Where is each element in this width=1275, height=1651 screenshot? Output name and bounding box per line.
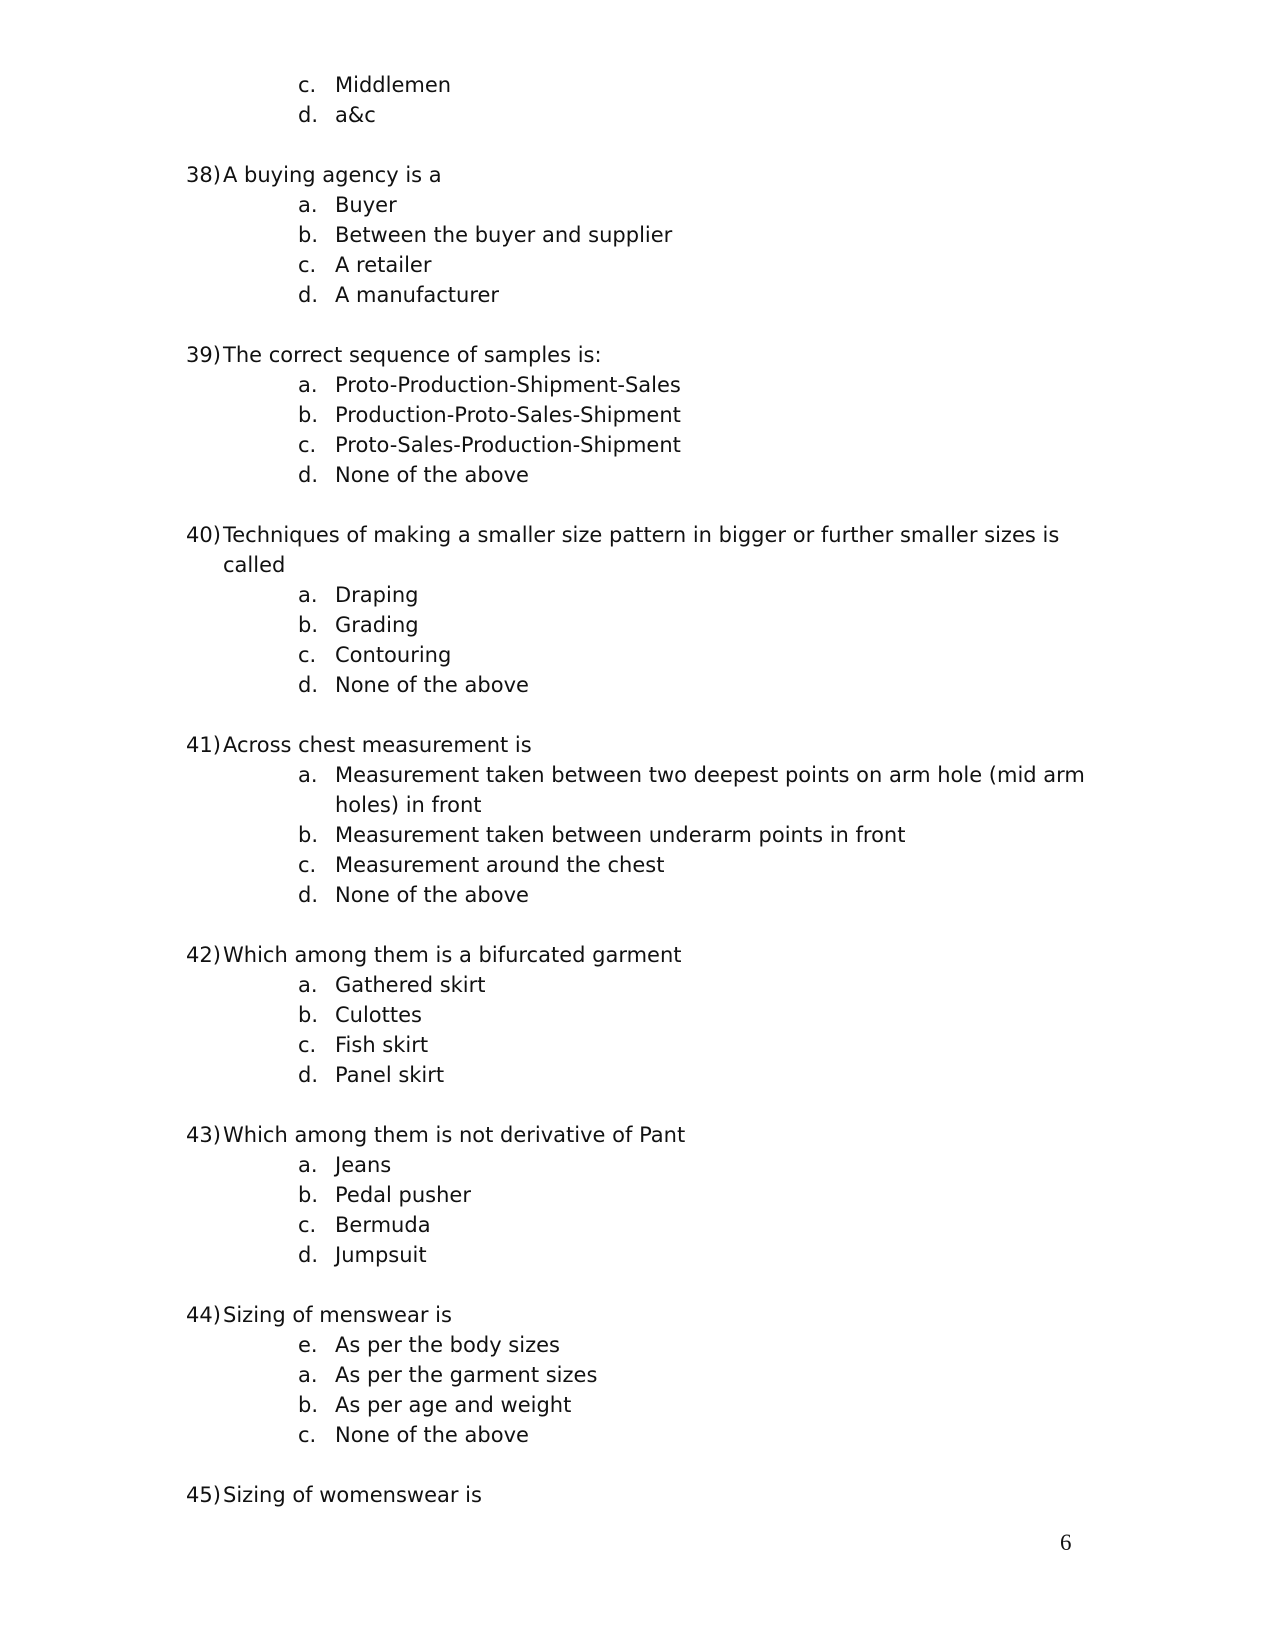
option-line [0,250,1275,280]
option-text: Fish skirt [335,1033,429,1057]
option-line [0,610,1275,640]
option-letter: c. [298,1213,317,1237]
question-line [0,1480,1275,1510]
option-line [0,1000,1275,1030]
option-line [0,1390,1275,1420]
question-line [0,1120,1275,1150]
option-letter: a. [298,193,318,217]
option-text: Measurement taken between two deepest points on arm hole (mid arm [335,763,1085,787]
question-block [0,1300,1275,1450]
option-text: Middlemen [335,73,452,97]
question-text: called [223,553,286,577]
question-text: Across chest measurement is [223,733,532,757]
option-line [0,220,1275,250]
option-letter: d. [298,1243,319,1267]
option-letter: d. [298,1063,319,1087]
option-text: None of the above [335,673,529,697]
question-list [0,70,1275,1510]
question-number: 44) [186,1303,221,1327]
option-letter: a. [298,583,318,607]
question-block [0,730,1275,910]
option-text: As per the garment sizes [335,1363,598,1387]
option-line [0,880,1275,910]
question-line [0,340,1275,370]
question-text: A buying agency is a [223,163,442,187]
question-text: Which among them is not derivative of Pant [223,1123,686,1147]
option-text: A manufacturer [335,283,500,307]
question-text: Sizing of womenswear is [223,1483,482,1507]
option-text: Panel skirt [335,1063,445,1087]
option-line [0,820,1275,850]
option-text: Production-Proto-Sales-Shipment [335,403,681,427]
option-letter: a. [298,1363,318,1387]
option-letter: d. [298,883,319,907]
option-text: As per the body sizes [335,1333,560,1357]
question-text: The correct sequence of samples is: [223,343,602,367]
option-letter: b. [298,223,319,247]
option-letter: a. [298,1153,318,1177]
option-line [0,850,1275,880]
option-line [0,580,1275,610]
question-line [0,730,1275,760]
question-line [0,520,1275,550]
option-line [0,430,1275,460]
option-letter: a. [298,373,318,397]
option-letter: c. [298,253,317,277]
option-letter: c. [298,433,317,457]
option-line [0,460,1275,490]
option-line [0,1150,1275,1180]
option-text: None of the above [335,463,529,487]
option-letter: b. [298,613,319,637]
option-text: Bermuda [335,1213,431,1237]
option-text: Grading [335,613,419,637]
option-text: holes) in front [335,793,482,817]
question-line [0,1300,1275,1330]
option-letter: d. [298,103,319,127]
question-spacer [0,910,1275,940]
option-line [0,400,1275,430]
option-letter: c. [298,643,317,667]
option-letter: b. [298,403,319,427]
option-line [0,1180,1275,1210]
option-line [0,1330,1275,1360]
option-text: a&c [335,103,376,127]
option-text: Measurement taken between underarm points in front [335,823,906,847]
question-block [0,160,1275,310]
option-letter: d. [298,463,319,487]
option-line [0,640,1275,670]
question-block [0,340,1275,490]
option-text: Jeans [335,1153,392,1177]
question-text: Sizing of menswear is [223,1303,452,1327]
question-line [0,940,1275,970]
option-text: Jumpsuit [335,1243,427,1267]
option-line [0,370,1275,400]
option-letter: d. [298,283,319,307]
option-line [0,1030,1275,1060]
option-line [0,280,1275,310]
question-spacer [0,1090,1275,1120]
option-text: None of the above [335,1423,529,1447]
option-text: Contouring [335,643,452,667]
question-number: 45) [186,1483,221,1507]
option-line [0,190,1275,220]
question-spacer [0,1450,1275,1480]
question-block [0,1480,1275,1510]
question-line [0,550,1275,580]
option-text: Proto-Sales-Production-Shipment [335,433,681,457]
option-text: As per age and weight [335,1393,572,1417]
question-text: Techniques of making a smaller size pattern in bigger or further smaller sizes is [223,523,1060,547]
option-letter: c. [298,853,317,877]
question-spacer [0,1270,1275,1300]
option-text: Gathered skirt [335,973,486,997]
option-line [0,670,1275,700]
option-letter: a. [298,973,318,997]
option-line [0,70,1275,100]
question-number: 41) [186,733,221,757]
option-letter: d. [298,673,319,697]
option-text: None of the above [335,883,529,907]
option-letter: b. [298,1003,319,1027]
option-text: A retailer [335,253,432,277]
question-number: 43) [186,1123,221,1147]
option-text: Between the buyer and supplier [335,223,673,247]
question-number: 38) [186,163,221,187]
question-line [0,160,1275,190]
option-text: Culottes [335,1003,422,1027]
option-line [0,790,1275,820]
page-number: 6 [1060,1530,1072,1555]
option-letter: c. [298,73,317,97]
option-text: Pedal pusher [335,1183,471,1207]
question-spacer [0,490,1275,520]
option-text: Proto-Production-Shipment-Sales [335,373,681,397]
option-line [0,100,1275,130]
option-letter: e. [298,1333,318,1357]
question-spacer [0,310,1275,340]
question-text: Which among them is a bifurcated garment [223,943,682,967]
option-letter: a. [298,763,318,787]
option-line [0,1060,1275,1090]
question-number: 39) [186,343,221,367]
question-block [0,520,1275,700]
option-letter: b. [298,1183,319,1207]
question-number: 40) [186,523,221,547]
option-line [0,1360,1275,1390]
option-line [0,970,1275,1000]
option-letter: c. [298,1423,317,1447]
question-block [0,940,1275,1090]
option-line [0,1210,1275,1240]
question-spacer [0,700,1275,730]
question-spacer [0,130,1275,160]
option-line [0,760,1275,790]
question-number: 42) [186,943,221,967]
option-text: Measurement around the chest [335,853,665,877]
option-text: Buyer [335,193,397,217]
question-block [0,1120,1275,1270]
option-line [0,1420,1275,1450]
option-letter: c. [298,1033,317,1057]
option-line [0,1240,1275,1270]
option-letter: b. [298,823,319,847]
option-text: Draping [335,583,419,607]
option-letter: b. [298,1393,319,1417]
